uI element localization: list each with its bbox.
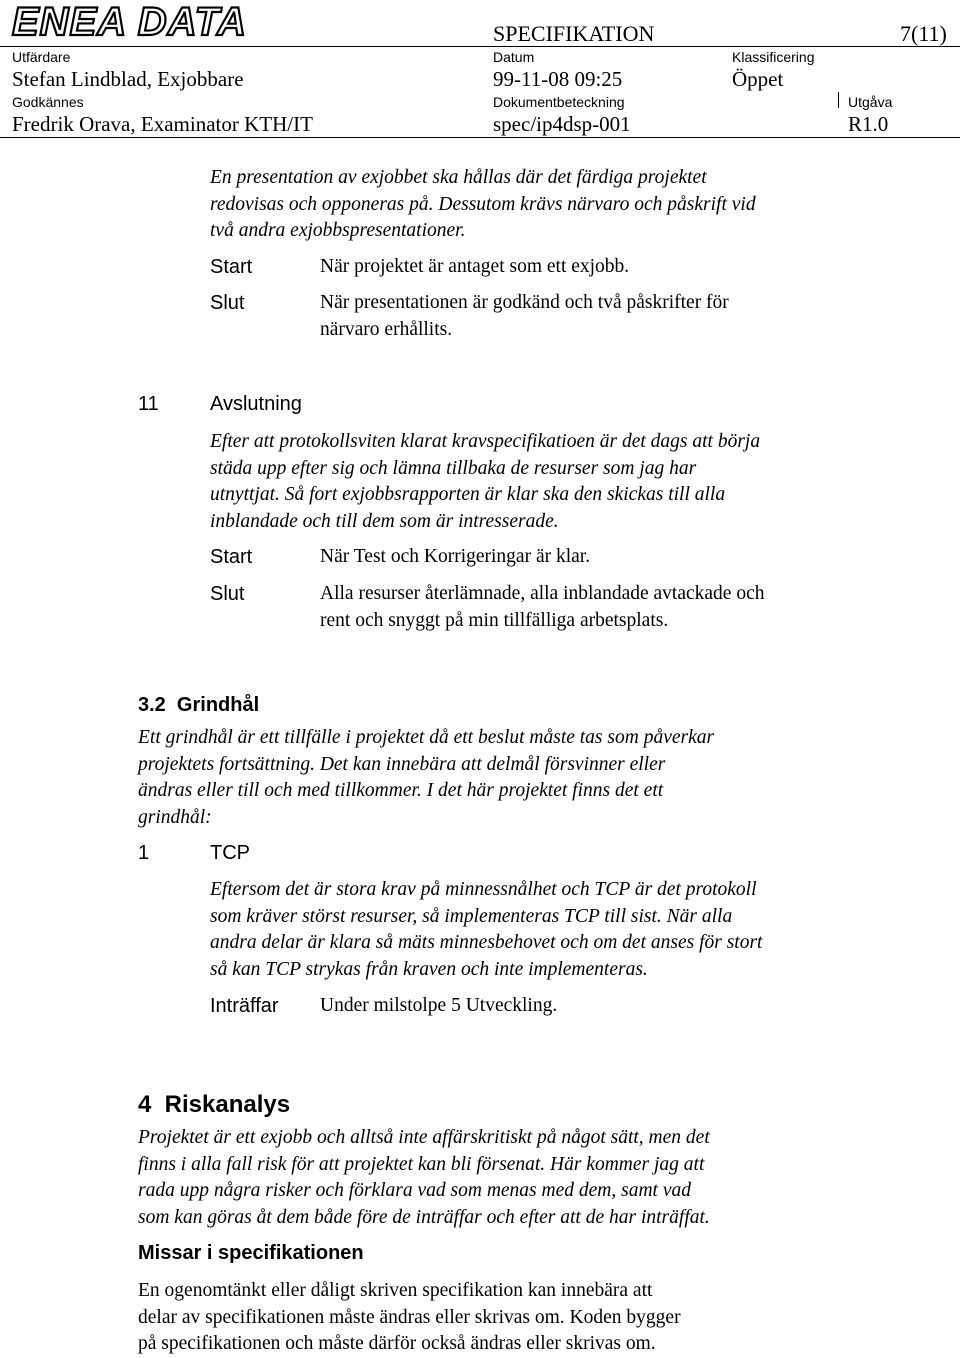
intro-line: två andra exjobbspresentationer. [210,220,466,241]
intro-paragraph [210,165,756,245]
section-11-start-label: Start [210,546,253,568]
section-3-2-line: projektets fortsättning. Det kan innebära att delmål försvinner eller [138,753,666,775]
missar-paragraph [138,1278,681,1358]
intro-slut-text [320,289,729,343]
section-11-slut-line: Alla resurser återlämnade, alla inblandade avtackade och [320,583,765,604]
section-11-slut-label: Slut [210,583,245,605]
godkannes-value: Fredrik Orava, Examinator KTH/IT [12,112,313,136]
tcp-intraffar-text: Under milstolpe 5 Utveckling. [320,995,558,1016]
tcp-paragraph [210,877,762,983]
document-type: SPECIFIKATION [493,21,655,46]
section-4-line: Projektet är ett exjobb och alltså inte affärskritiskt på något sätt, men det [138,1127,710,1148]
datum-label: Datum [493,49,535,65]
klassificering-value: Öppet [732,67,784,91]
section-11-slut-line: rent och snyggt på min tillfälliga arbetsplats. [320,610,669,631]
missar-heading: Missar i specifikationen [138,1242,364,1264]
utgava-label: Utgåva [848,94,893,110]
section-4-heading: 4 Riskanalys [138,1091,291,1118]
missar-line: på specifikationen och måste därför också ändras eller skrivas om. [138,1333,656,1354]
section-11-slut-text [320,580,764,634]
section-3-2-line: Ett grindhål är ett tillfälle i projektet då ett beslut måste tas som påverkar [138,727,715,748]
utgava-value: R1.0 [848,112,889,136]
section-3-2-line: grindhål: [138,806,212,828]
intro-start-label: Start [210,256,253,278]
section-3-2-line: ändras eller till och med tillkommer. I det här projektet finns det ett [138,780,664,801]
dokumentbeteckning-value: spec/ip4dsp-001 [493,112,631,136]
section-4-line: finns i alla fall risk för att projektet kan bli försenat. Här kommer jag att [138,1153,705,1175]
page-number: 7(11) [900,21,947,46]
tcp-line: så kan TCP strykas från kraven och inte implementeras. [210,958,648,980]
dokumentbeteckning-label: Dokumentbeteckning [493,94,625,110]
section-11-line: städa upp efter sig och lämna tillbaka de resurser som jag har [210,457,697,479]
section-11-line: inblandade och till dem som är intresserade. [210,510,559,532]
utfardare-label: Utfärdare [12,49,71,65]
intro-slut-line: närvaro erhållits. [320,319,453,340]
tcp-number: 1 [138,842,150,864]
missar-line: En ogenomtänkt eller dåligt skriven specifikation kan innebära att [138,1280,653,1301]
section-11-line: utnyttjat. Så fort exjobbsrapporten är klar ska den skickas till alla [210,484,726,505]
section-11-start-text: När Test och Korrigeringar är klar. [320,546,591,567]
enea-data-logo: ENEA DATA [12,0,247,44]
section-4-line: som kan göras åt dem både före de inträffar och efter att de har inträffat. [138,1206,710,1228]
godkannes-label: Godkännes [12,94,84,110]
section-3-2-paragraph [138,725,714,831]
tcp-title: TCP [210,842,250,864]
klassificering-label: Klassificering [732,49,815,65]
section-11-line: Efter att protokollsviten klarat kravspecifikatioen är det dags att börja [210,431,761,452]
utfardare-value: Stefan Lindblad, Exjobbare [12,67,244,91]
intro-start-text: När projektet är antaget som ett exjobb. [320,256,630,277]
intro-slut-label: Slut [210,292,245,314]
tcp-line: andra delar är klara så mäts minnesbehovet och om det anses för stort [210,932,763,953]
header-rule-bottom [0,137,960,138]
section-11-title: Avslutning [210,393,302,415]
datum-value: 99-11-08 09:25 [493,67,623,91]
section-11-number: 11 [138,393,159,415]
section-4-line: rada upp några risker och förklara vad som menas med dem, samt vad [138,1180,691,1201]
intro-line: En presentation av exjobbet ska hållas där det färdiga projektet [210,167,707,188]
utgava-divider [838,92,839,108]
tcp-line: Eftersom det är stora krav på minnessnålhet och TCP är det protokoll [210,879,757,900]
missar-line: delar av specifikationen måste ändras eller skrivas om. Koden bygger [138,1306,681,1328]
intro-slut-line: När presentationen är godkänd och två påskrifter för [320,292,729,313]
header-rule-top [0,46,960,47]
intro-line: redovisas och opponeras på. Dessutom krävs närvaro och påskrift vid [210,193,756,215]
tcp-intraffar-label: Inträffar [210,995,279,1017]
tcp-line: som kräver störst resurser, så implementeras TCP till sist. När alla [210,905,733,927]
section-4-paragraph [138,1125,710,1231]
section-3-2-heading: 3.2 Grindhål [138,694,260,716]
section-11-paragraph [210,429,760,535]
